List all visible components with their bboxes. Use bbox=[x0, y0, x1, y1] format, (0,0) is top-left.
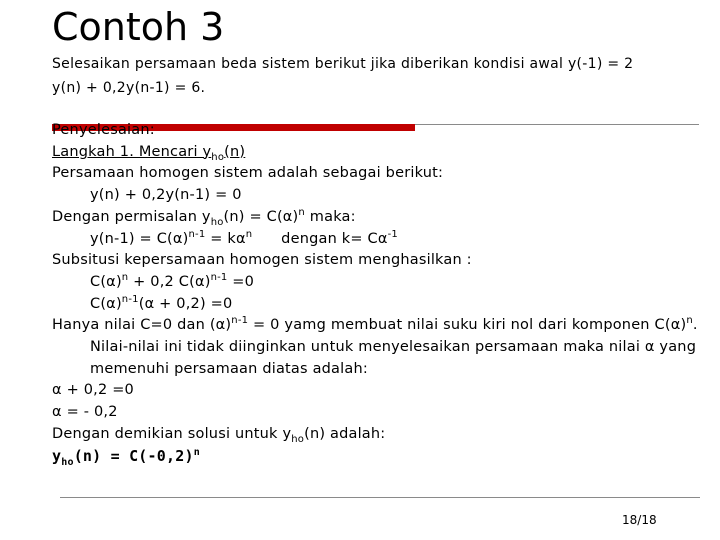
final-answer: $y_{ho}(n) = C(-0,2)^n$ bbox=[52, 446, 200, 468]
explanation-paragraph: Hanya nilai C=0 dan $(\alpha)^{n-1} = 0$ yamg membuat nilai suku kiri nol dari komponen $C(\alpha)^n$. Nilai-nilai ini tidak diinginkan untuk menyelesaikan persamaan maka nilai α yang memenuhi persamaan diatas adalah: bbox=[52, 315, 698, 377]
shift-equation: $y(n-1) = C(\alpha)^{n-1} = k\alpha^n$ dengan $k= C\alpha^{-1}$ bbox=[90, 228, 398, 247]
footer-rule bbox=[60, 497, 700, 498]
factored-equation: $C(\alpha)^{n-1}(\alpha + 0,2) =0$ bbox=[90, 293, 233, 312]
alpha-value: α = - 0,2 bbox=[52, 404, 118, 421]
alpha-equation: α + 0,2 =0 bbox=[52, 382, 134, 399]
assumption-line: Dengan permisalan $y_{ho}(n) = C(\alpha)^n$ maka: bbox=[52, 206, 356, 228]
substitution-line: Subsitusi kepersamaan homogen sistem menghasilkan : bbox=[52, 252, 472, 269]
conclusion-line: Dengan demikian solusi untuk $y_{ho}(n)$ adalah: bbox=[52, 425, 386, 445]
problem-statement bbox=[52, 52, 712, 100]
step-1-heading: Langkah 1. Mencari $y_{ho}(n)$ bbox=[52, 143, 246, 163]
problem-line-2: y(n) + 0,2y(n-1) = 6. bbox=[52, 80, 206, 96]
solution-heading: Penyelesaian: bbox=[52, 122, 155, 138]
slide-title: Contoh 3 bbox=[52, 5, 225, 49]
page-number: 18/18 bbox=[622, 513, 657, 527]
substituted-equation: $C(\alpha)^n + 0,2$ $C(\alpha)^{n-1} =0$ bbox=[90, 272, 255, 290]
solution-body bbox=[52, 120, 712, 467]
problem-line-1: Selesaikan persamaan beda sistem berikut jika diberikan kondisi awal y(-1) = 2 bbox=[52, 56, 634, 72]
homogeneous-intro: Persamaan homogen sistem adalah sebagai berikut: bbox=[52, 165, 444, 182]
homogeneous-equation: y(n) + 0,2y(n-1) = 0 bbox=[90, 187, 242, 204]
